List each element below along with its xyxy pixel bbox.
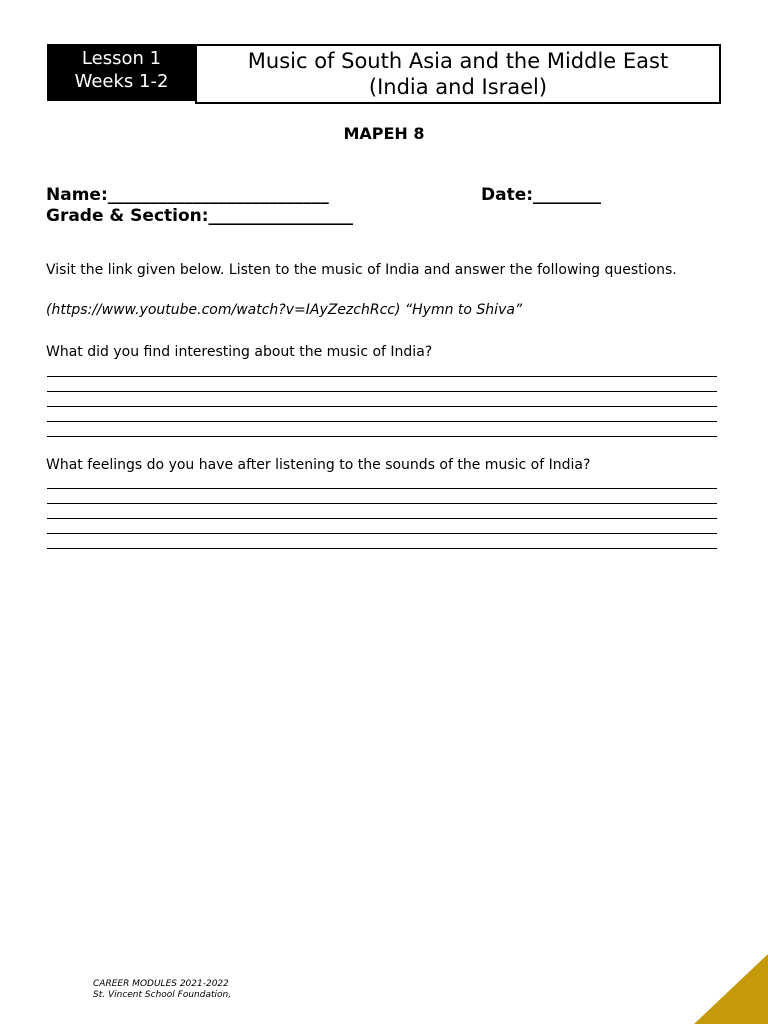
answer-line (47, 489, 717, 504)
grade-section-field: Grade & Section:_________________ (46, 206, 354, 226)
footer (93, 979, 231, 1001)
answer-line (47, 534, 717, 549)
answer-line (47, 392, 717, 407)
answer-lines-2 (47, 474, 717, 549)
answer-lines-1 (47, 362, 717, 437)
answer-line (47, 519, 717, 534)
answer-line (47, 407, 717, 422)
answer-line (47, 362, 717, 377)
date-field: Date:________ (481, 185, 602, 205)
lesson-number: Lesson 1 (81, 48, 162, 69)
subject-heading: MAPEH 8 (343, 124, 425, 143)
answer-line (47, 377, 717, 392)
title-line-1: Music of South Asia and the Middle East (247, 49, 669, 73)
video-link: (https://www.youtube.com/watch?v=IAyZezchRcc) “Hymn to Shiva” (46, 302, 523, 318)
title-box (195, 44, 721, 104)
lesson-weeks: Weeks 1-2 (74, 71, 169, 92)
title-line-2: (India and Israel) (368, 75, 548, 99)
footer-line-2: St. Vincent School Foundation, (93, 990, 232, 1000)
question-2: What feelings do you have after listening to the sounds of the music of India? (46, 457, 591, 473)
instructions-text: Visit the link given below. Listen to the music of India and answer the following questions. (46, 262, 677, 278)
name-field: Name:__________________________ (46, 185, 329, 205)
question-1: What did you find interesting about the music of India? (46, 344, 433, 360)
answer-line (47, 422, 717, 437)
answer-line (47, 474, 717, 489)
answer-line (47, 504, 717, 519)
lesson-box (47, 44, 196, 101)
footer-line-1: CAREER MODULES 2021-2022 (93, 979, 229, 989)
corner-triangle-decoration (694, 954, 768, 1024)
